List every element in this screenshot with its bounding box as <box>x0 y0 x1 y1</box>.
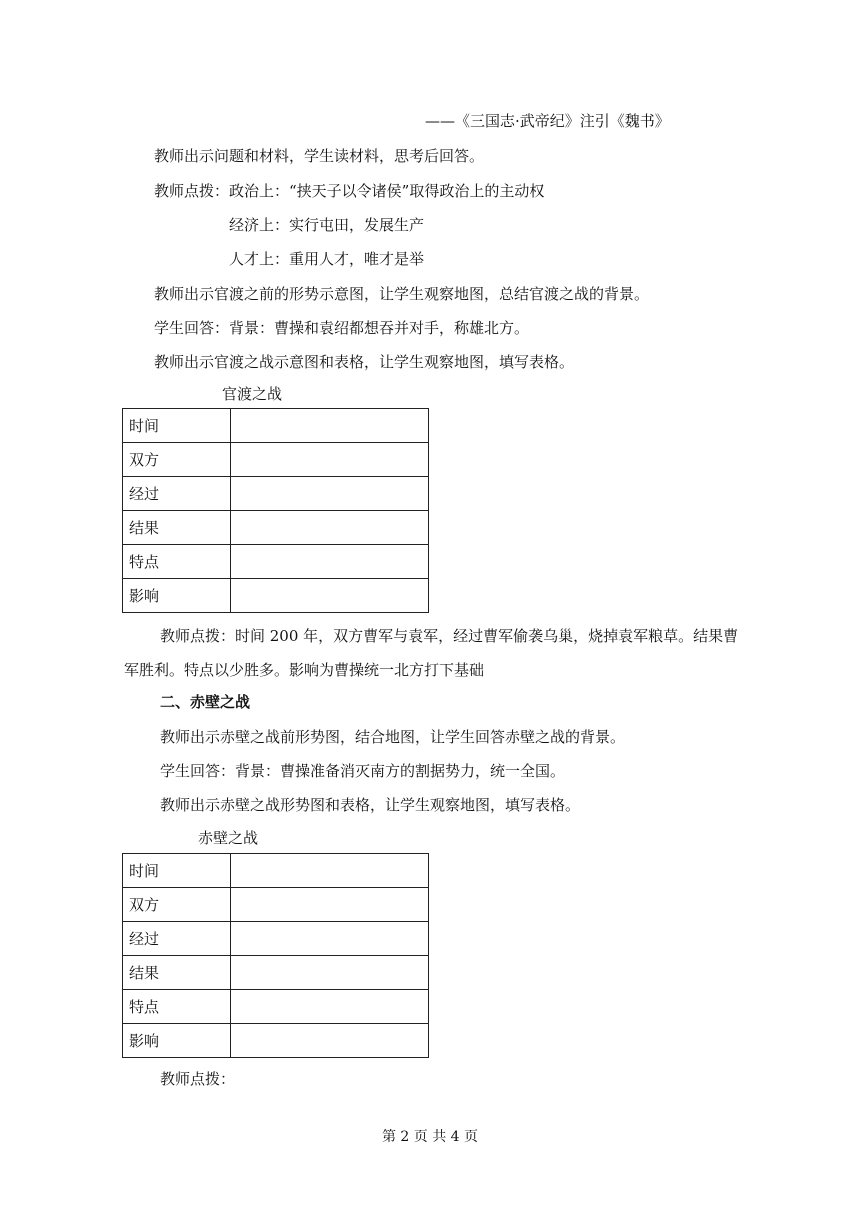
table-row <box>123 409 429 443</box>
row-label: 双方 <box>123 443 231 477</box>
row-label: 经过 <box>123 477 231 511</box>
row-label: 影响 <box>123 579 231 613</box>
answer-cell <box>230 956 428 990</box>
citation: ——《三国志·武帝纪》注引《魏书》 <box>425 112 670 130</box>
table-row <box>123 1024 429 1058</box>
answer-cell <box>230 511 428 545</box>
row-label: 特点 <box>123 990 231 1024</box>
answer-cell <box>230 579 428 613</box>
table-row <box>123 545 429 579</box>
table-row <box>123 922 429 956</box>
table-caption: 官渡之战 <box>222 385 283 403</box>
answer-cell <box>230 545 428 579</box>
table-row <box>123 888 429 922</box>
paragraph: 教师出示官渡之战示意图和表格，让学生观察地图，填写表格。 <box>154 353 575 371</box>
paragraph: 教师点拨：时间 200 年，双方曹军与袁军，经过曹军偷袭乌巢，烧掉袁军粮草。结果曹 <box>160 627 739 645</box>
paragraph: 军胜利。特点以少胜多。影响为曹操统一北方打下基础 <box>124 661 485 679</box>
answer-cell <box>230 477 428 511</box>
table-row <box>123 511 429 545</box>
answer-cell <box>230 1024 428 1058</box>
row-label: 双方 <box>123 888 231 922</box>
row-label: 时间 <box>123 854 231 888</box>
answer-cell <box>230 854 428 888</box>
answer-cell <box>230 990 428 1024</box>
battle-table-guandu <box>122 408 429 613</box>
table-caption: 赤壁之战 <box>198 829 259 847</box>
paragraph: 教师出示问题和材料，学生读材料，思考后回答。 <box>154 147 485 165</box>
paragraph: 教师出示赤壁之战前形势图，结合地图，让学生回答赤壁之战的背景。 <box>160 728 626 746</box>
table-row <box>123 443 429 477</box>
paragraph: 教师点拨：政治上：“挟天子以令诸侯”取得政治上的主动权 <box>154 182 545 200</box>
table-row <box>123 579 429 613</box>
battle-table-chibi <box>122 853 429 1058</box>
paragraph: 人才上：重用人才，唯才是举 <box>229 250 425 268</box>
row-label: 影响 <box>123 1024 231 1058</box>
table-row <box>123 854 429 888</box>
paragraph: 学生回答：背景：曹操准备消灭南方的割据势力，统一全国。 <box>160 762 566 780</box>
page-footer: 第 2 页 共 4 页 <box>381 1129 479 1145</box>
table-row <box>123 990 429 1024</box>
paragraph: 教师出示官渡之前的形势示意图，让学生观察地图，总结官渡之战的背景。 <box>154 285 650 303</box>
row-label: 经过 <box>123 922 231 956</box>
paragraph: 学生回答：背景：曹操和袁绍都想吞并对手，称雄北方。 <box>154 319 530 337</box>
paragraph: 教师出示赤壁之战形势图和表格，让学生观察地图，填写表格。 <box>160 796 581 814</box>
row-label: 结果 <box>123 511 231 545</box>
answer-cell <box>230 443 428 477</box>
answer-cell <box>230 922 428 956</box>
paragraph: 经济上：实行屯田，发展生产 <box>229 216 425 234</box>
row-label: 特点 <box>123 545 231 579</box>
paragraph: 教师点拨： <box>160 1070 236 1088</box>
row-label: 结果 <box>123 956 231 990</box>
section-heading: 二、赤壁之战 <box>160 693 251 711</box>
answer-cell <box>230 409 428 443</box>
table-row <box>123 956 429 990</box>
row-label: 时间 <box>123 409 231 443</box>
table-row <box>123 477 429 511</box>
answer-cell <box>230 888 428 922</box>
